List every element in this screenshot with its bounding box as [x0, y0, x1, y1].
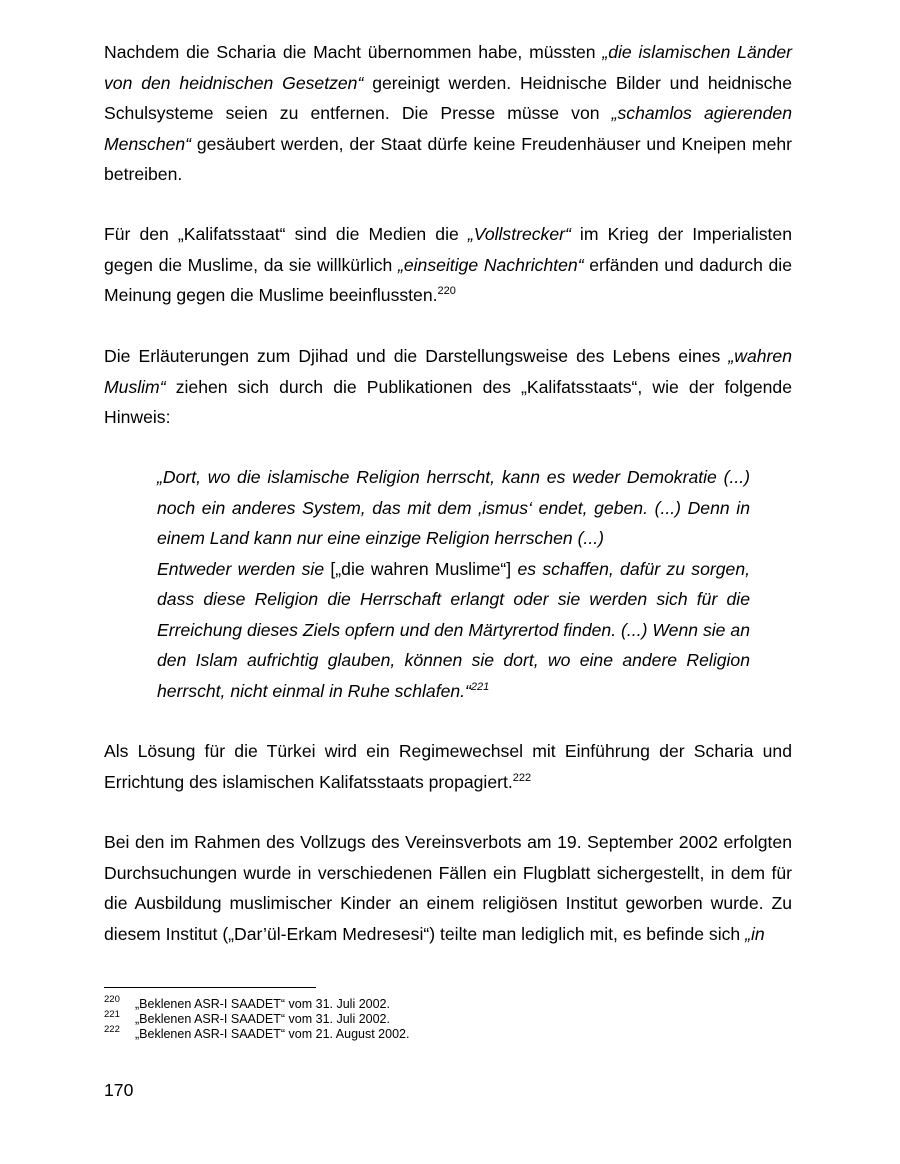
block-quote [157, 462, 750, 706]
paragraph-1: Nachdem die Scharia die Macht übernommen habe, müssten „die islamischen Länder von den heidnischen Gesetzen“ gereinigt werden. Heidnische Bilder und heidnische Schulsysteme seien zu entfernen. Die Presse müsse von „schamlos agierenden Menschen“ gesäubert werden, der Staat dürfe keine Freudenhäuser und Kneipen mehr betreiben. [104, 42, 792, 184]
footnote-divider [104, 987, 316, 988]
quote-part-2: Entweder werden sie [„die wahren Muslime“] es schaffen, dafür zu sorgen, dass diese Religion die Herrschaft erlangt oder sie werden sich für die Erreichung dieses Ziels opfern und den Märtyrertod finden. (...) Wenn sie an den Islam aufrichtig glauben, können sie dort, wo eine andere Religion herrscht, nicht einmal in Ruhe schlafen.“$^{221}$ [157, 558, 750, 701]
footnote-ref-220: 220 [437, 285, 456, 297]
page-number: 170 [104, 1080, 134, 1100]
footnote-ref-222: 222 [512, 771, 532, 784]
document-page: Nachdem die Scharia die Macht übernommen habe, müssten „die islamischen Länder von den heidnischen Gesetzen“ gereinigt werden. Heidnische Bilder und heidnische Schulsysteme seien zu entfernen. Die Presse müsse von „schamlos agierenden Menschen“ gesäubert werden, der Staat dürfe keine Freudenhäuser und Kneipen mehr betreiben. Für den „Kalifatsstaat“ sind die Medien die „Vollstrecker“ im Krieg der Imperialisten gegen die Muslime, da sie willkürlich „einseitige Nachrichten“ erfänden und dadurch die Meinung gegen die Muslime beeinflussten.$^{220}$ Die Erläuterungen zum Djihad und die Darstellungsweise des Lebens eines „wahren Muslim“ ziehen sich durch die Publikationen des „Kalifatsstaats“, wie der folgende Hinweis: „Dort, wo die islamische Religion herrscht, kann es weder Demokratie (...) noch ein anderes System, das mit dem ‚ismus‘ endet, geben. (...) Denn in einem Land kann nur eine einzige Religion herrschen (...) Entweder werden sie [„die wahren Muslime“] es schaffen, dafür zu sorgen, dass diese Religion die Herrschaft erlangt oder sie werden sich für die Erreichung dieses Ziels opfern und den Märtyrertod finden. (...) Wenn sie an den Islam aufrichtig glauben, können sie dort, wo eine andere Religion herrscht, nicht einmal in Ruhe schlafen.“$^{221}$ Als Lösung für die Türkei wird ein Regimewechsel mit Einführung der Scharia und Errichtung des islamischen Kalifatsstaats propagiert.$^{222}$ Bei den im Rahmen des Vollzugs des Vereinsverbots am 19. September 2002 erfolgten Durchsuchungen wurde in verschiedenen Fällen ein Flugblatt sichergestellt, in dem für die Ausbildung muslimischer Kinder an einem religiösen Institut geworben wurde. Zu diesem Institut („Dar’ül-Erkam Medresesi“) teilte man lediglich mit, es befinde sich „in 220 „Beklenen ASR-I SAADET“ vom 31. Juli 2002. 221 „Beklenen ASR-I SAADET“ vom 31. Juli 2002. 222 „Beklenen ASR-I SAADET“ vom 21. August 2002. 170 [0, 0, 900, 1164]
paragraph-5: Bei den im Rahmen des Vollzugs des Vereinsverbots am 19. September 2002 erfolgten Durchsuchungen wurde in verschiedenen Fällen ein Flugblatt sichergestellt, in dem für die Ausbildung muslimischer Kinder an einem religiösen Institut geworben wurde. Zu diesem Institut („Dar’ül-Erkam Medresesi“) teilte man lediglich mit, es befinde sich „in [104, 832, 792, 944]
quote-part-1: „Dort, wo die islamische Religion herrscht, kann es weder Demokratie (...) noch ein anderes System, das mit dem ‚ismus‘ endet, geben. (...) Denn in einem Land kann nur eine einzige Religion herrschen (...) [157, 467, 750, 548]
footnote-ref-221: 221 [470, 680, 490, 693]
paragraph-2: Für den „Kalifatsstaat“ sind die Medien die „Vollstrecker“ im Krieg der Imperialisten gegen die Muslime, da sie willkürlich „einseitige Nachrichten“ erfänden und dadurch die Meinung gegen die Muslime beeinflussten.$^{220}$ [104, 224, 793, 305]
paragraph-3: Die Erläuterungen zum Djihad und die Darstellungsweise des Lebens eines „wahren Muslim“ ziehen sich durch die Publikationen des „Kalifatsstaats“, wie der folgende Hinweis: [104, 346, 792, 427]
paragraph-4: Als Lösung für die Türkei wird ein Regimewechsel mit Einführung der Scharia und Errichtung des islamischen Kalifatsstaats propagiert.$^{222}$ [104, 741, 792, 792]
